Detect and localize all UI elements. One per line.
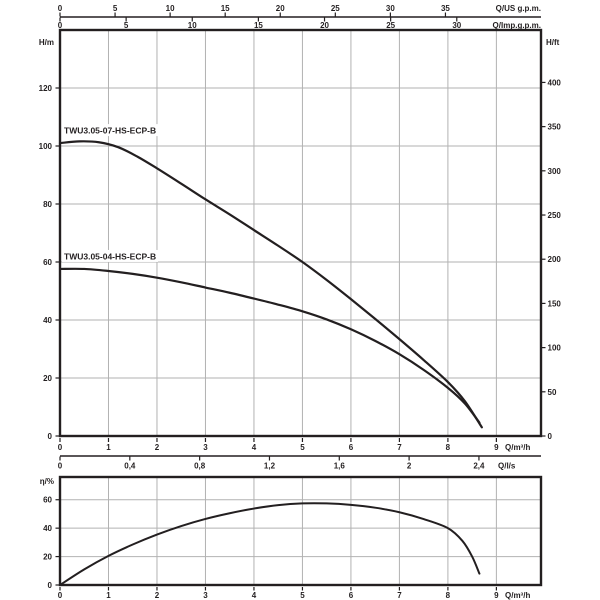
tick-label: 15 [220,4,230,13]
tick-label: 1,6 [333,461,345,471]
tick-label: 5 [112,4,118,13]
tick-label: 300 [547,166,561,176]
curve-TWU3.05-04-HS-ECP-B [60,269,479,423]
tick-label: 20 [320,21,329,30]
tick-label: 10 [165,4,175,13]
tick-label: 2,4 [473,461,485,471]
tick-label: 40 [43,524,52,534]
tick-label: 2 [154,591,160,600]
tick-label: 200 [547,255,561,265]
tick-label: 40 [43,316,52,325]
tick-label: 0 [57,461,63,471]
tick-label: 150 [547,299,561,309]
tick-label: 20 [43,374,52,383]
tick-label: 100 [38,142,52,151]
tick-label: 50 [547,387,557,397]
tick-label: 20 [275,4,285,13]
tick-label: 1 [106,443,111,452]
y-axis-title: H/m [38,38,54,47]
tick-label: 60 [43,258,52,267]
tick-label: 25 [386,21,396,30]
tick-label: 350 [547,122,561,132]
x-axis-unit-label: Q/US g.p.m. [495,4,541,13]
y-axis-eta [40,477,60,590]
tick-label: 30 [385,4,395,13]
tick-label: 3 [203,443,208,452]
x-axis-unit-label: Q/l/s [498,461,516,471]
tick-label: 3 [203,591,208,600]
tick-label: 0,8 [194,461,206,471]
y-axis-h-ft [541,38,561,441]
tick-label: 8 [445,443,451,452]
tick-label: 1 [106,591,111,600]
x-axis-us-gpm [58,4,541,17]
x-axis-imp-gpm [58,18,541,31]
tick-label: 120 [38,84,52,93]
tick-label: 0 [57,591,63,600]
tick-label: 15 [253,21,263,30]
x-axis-ls [58,457,516,471]
tick-label: 10 [187,21,197,30]
curve-efficiency [60,503,479,585]
tick-label: 5 [300,591,305,600]
tick-label: 0 [47,432,52,441]
tick-label: 6 [348,591,354,600]
tick-label: 0 [57,443,63,452]
tick-label: 0 [57,21,63,30]
x-axis-eff-m3h [58,587,531,600]
tick-label: 25 [330,4,340,13]
tick-label: 5 [123,21,129,30]
tick-label: 0,4 [124,461,136,471]
tick-label: 4 [251,591,257,600]
tick-label: 0 [57,4,63,13]
tick-label: 7 [397,591,402,600]
y-axis-title: η/% [39,477,54,486]
x-axis-unit-label: Q/m³/h [505,443,531,452]
curve-label-text: TWU3.05-07-HS-ECP-B [64,125,157,136]
tick-label: 400 [547,78,561,88]
tick-label: 9 [494,443,499,452]
y-axis-h-m [39,38,60,441]
tick-label: 7 [397,443,402,452]
head-flow-chart-grid [60,30,541,436]
tick-label: 9 [494,591,499,600]
tick-label: 2 [406,461,412,471]
tick-label: 8 [445,591,451,600]
tick-label: 30 [452,21,462,30]
curve-label-TWU3.05-07-HS-ECP-B [62,124,158,136]
tick-label: 100 [547,343,561,353]
x-axis-unit-label: Q/Imp.g.p.m. [492,21,541,30]
tick-label: 20 [43,552,52,562]
tick-label: 0 [547,432,552,441]
tick-label: 2 [154,443,160,452]
tick-label: 6 [348,443,354,452]
tick-label: 5 [300,443,305,452]
curve-label-TWU3.05-04-HS-ECP-B [62,250,158,262]
y2-axis-title: H/ft [546,38,560,47]
tick-label: 0 [47,581,52,590]
tick-label: 1,2 [263,461,276,471]
tick-label: 4 [251,443,257,452]
curve-label-text: TWU3.05-04-HS-ECP-B [64,251,157,262]
x-axis-unit-label: Q/m³/h [505,591,531,600]
efficiency-chart-grid [60,477,541,585]
tick-label: 60 [43,495,52,505]
efficiency-chart-plot-border [60,477,541,585]
tick-label: 35 [440,4,450,13]
tick-label: 80 [43,200,52,209]
tick-label: 250 [547,211,561,221]
head-flow-chart-plot-border [60,30,541,436]
curve-TWU3.05-07-HS-ECP-B [60,141,482,427]
x-axis-m3h [58,438,531,452]
